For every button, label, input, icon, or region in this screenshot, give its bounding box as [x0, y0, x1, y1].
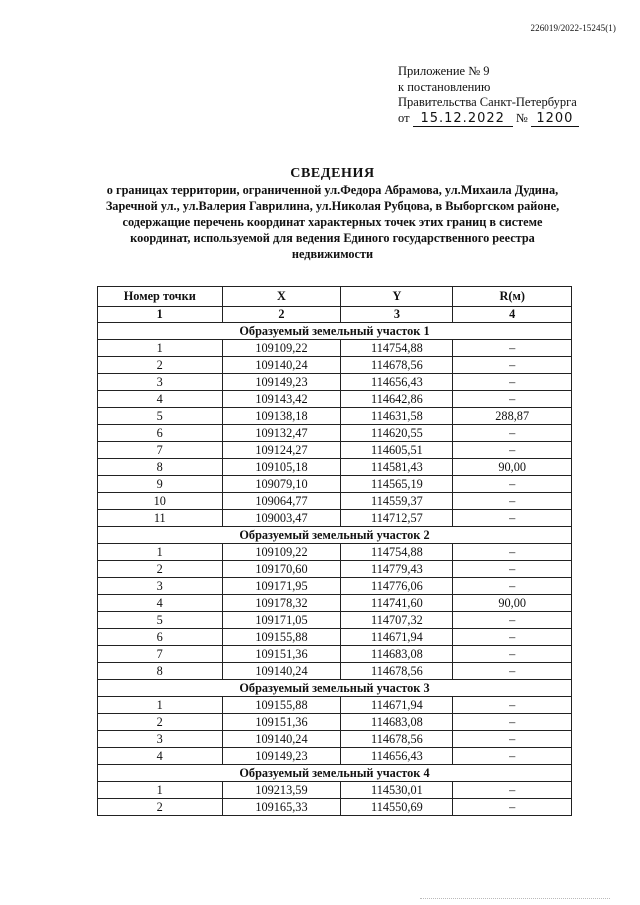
x-cell: 109140,24: [222, 731, 341, 748]
radius-cell: –: [453, 493, 572, 510]
x-cell: 109143,42: [222, 391, 341, 408]
y-cell: 114707,32: [341, 612, 453, 629]
x-cell: 109155,88: [222, 697, 341, 714]
point-number-cell: 4: [98, 748, 223, 765]
y-cell: 114678,56: [341, 357, 453, 374]
x-cell: 109165,33: [222, 799, 341, 816]
radius-cell: –: [453, 425, 572, 442]
scan-footer-mark: [420, 898, 610, 903]
radius-cell: –: [453, 374, 572, 391]
x-cell: 109151,36: [222, 714, 341, 731]
y-cell: 114656,43: [341, 374, 453, 391]
x-cell: 109109,22: [222, 340, 341, 357]
radius-cell: –: [453, 510, 572, 527]
x-cell: 109003,47: [222, 510, 341, 527]
radius-cell: –: [453, 629, 572, 646]
x-cell: 109149,23: [222, 748, 341, 765]
y-cell: 114683,08: [341, 714, 453, 731]
table-row: [98, 374, 572, 391]
section-row: [98, 680, 572, 697]
radius-cell: –: [453, 697, 572, 714]
x-cell: 109170,60: [222, 561, 341, 578]
point-number-cell: 1: [98, 782, 223, 799]
y-cell: 114683,08: [341, 646, 453, 663]
table-row: [98, 561, 572, 578]
radius-cell: –: [453, 340, 572, 357]
annex-block: [398, 64, 579, 127]
table-row: [98, 391, 572, 408]
y-cell: 114678,56: [341, 663, 453, 680]
point-number-cell: 3: [98, 731, 223, 748]
column-number: 1: [98, 307, 223, 323]
radius-cell: –: [453, 544, 572, 561]
y-cell: 114656,43: [341, 748, 453, 765]
table-row: [98, 510, 572, 527]
table-row: [98, 442, 572, 459]
column-number: 3: [341, 307, 453, 323]
table-row: [98, 629, 572, 646]
x-cell: 109140,24: [222, 357, 341, 374]
header-y: Y: [341, 287, 453, 307]
number-label: №: [515, 110, 528, 125]
radius-cell: –: [453, 663, 572, 680]
point-number-cell: 8: [98, 459, 223, 476]
table-row: [98, 578, 572, 595]
resolution-date: 15.12.2022: [413, 112, 513, 127]
y-cell: 114754,88: [341, 544, 453, 561]
table-row: [98, 408, 572, 425]
y-cell: 114671,94: [341, 629, 453, 646]
point-number-cell: 8: [98, 663, 223, 680]
radius-cell: –: [453, 391, 572, 408]
radius-cell: –: [453, 731, 572, 748]
y-cell: 114678,56: [341, 731, 453, 748]
radius-cell: –: [453, 578, 572, 595]
y-cell: 114620,55: [341, 425, 453, 442]
from-label: от: [398, 110, 410, 125]
y-cell: 114754,88: [341, 340, 453, 357]
x-cell: 109155,88: [222, 629, 341, 646]
table-row: [98, 493, 572, 510]
section-row: [98, 527, 572, 544]
point-number-cell: 9: [98, 476, 223, 493]
point-number-cell: 7: [98, 442, 223, 459]
table-row: [98, 476, 572, 493]
point-number-cell: 5: [98, 408, 223, 425]
radius-cell: 90,00: [453, 459, 572, 476]
x-cell: 109138,18: [222, 408, 341, 425]
radius-cell: –: [453, 442, 572, 459]
point-number-cell: 10: [98, 493, 223, 510]
title-heading: СВЕДЕНИЯ: [290, 166, 375, 181]
title-line-4: координат, используемой для ведения Единого государственного реестра: [130, 231, 535, 245]
section-title: Образуемый земельный участок 1: [98, 323, 572, 340]
x-cell: 109132,47: [222, 425, 341, 442]
document-id: 226019/2022-15245(1): [530, 23, 616, 33]
radius-cell: –: [453, 782, 572, 799]
point-number-cell: 1: [98, 340, 223, 357]
table-row: [98, 544, 572, 561]
point-number-cell: 2: [98, 357, 223, 374]
annex-line-2: к постановлению: [398, 79, 491, 94]
y-cell: 114530,01: [341, 782, 453, 799]
point-number-cell: 1: [98, 544, 223, 561]
table-row: [98, 714, 572, 731]
table-row: [98, 340, 572, 357]
annex-line-3: Правительства Санкт-Петербурга: [398, 95, 577, 109]
point-number-cell: 2: [98, 799, 223, 816]
section-title: Образуемый земельный участок 3: [98, 680, 572, 697]
x-cell: 109064,77: [222, 493, 341, 510]
table-row: [98, 612, 572, 629]
title-line-5: недвижимости: [291, 247, 374, 261]
point-number-cell: 11: [98, 510, 223, 527]
y-cell: 114776,06: [341, 578, 453, 595]
radius-cell: –: [453, 476, 572, 493]
section-title: Образуемый земельный участок 2: [98, 527, 572, 544]
table-row: [98, 357, 572, 374]
table-row: [98, 748, 572, 765]
point-number-cell: 2: [98, 714, 223, 731]
column-number: 4: [453, 307, 572, 323]
x-cell: 109079,10: [222, 476, 341, 493]
table-row: [98, 595, 572, 612]
table-row: [98, 799, 572, 816]
point-number-cell: 7: [98, 646, 223, 663]
point-number-cell: 6: [98, 425, 223, 442]
radius-cell: 288,87: [453, 408, 572, 425]
x-cell: 109171,95: [222, 578, 341, 595]
point-number-cell: 4: [98, 391, 223, 408]
annex-date-line: [398, 111, 579, 127]
y-cell: 114712,57: [341, 510, 453, 527]
x-cell: 109140,24: [222, 663, 341, 680]
section-title: Образуемый земельный участок 4: [98, 765, 572, 782]
radius-cell: –: [453, 748, 572, 765]
header-radius: R(м): [453, 287, 572, 307]
document-title: [60, 166, 605, 262]
table-header-row: [98, 287, 572, 307]
section-row: [98, 323, 572, 340]
table-row: [98, 663, 572, 680]
point-number-cell: 1: [98, 697, 223, 714]
table-row: [98, 731, 572, 748]
section-row: [98, 765, 572, 782]
header-point-number: Номер точки: [98, 287, 223, 307]
radius-cell: 90,00: [453, 595, 572, 612]
y-cell: 114741,60: [341, 595, 453, 612]
coordinates-table: [97, 286, 572, 816]
table-row: [98, 646, 572, 663]
point-number-cell: 4: [98, 595, 223, 612]
column-number: 2: [222, 307, 341, 323]
x-cell: 109171,05: [222, 612, 341, 629]
radius-cell: –: [453, 612, 572, 629]
point-number-cell: 3: [98, 578, 223, 595]
y-cell: 114565,19: [341, 476, 453, 493]
column-number-row: [98, 307, 572, 323]
x-cell: 109151,36: [222, 646, 341, 663]
radius-cell: –: [453, 561, 572, 578]
x-cell: 109178,32: [222, 595, 341, 612]
table-body: [98, 307, 572, 816]
table-row: [98, 459, 572, 476]
y-cell: 114671,94: [341, 697, 453, 714]
y-cell: 114631,58: [341, 408, 453, 425]
x-cell: 109213,59: [222, 782, 341, 799]
point-number-cell: 6: [98, 629, 223, 646]
y-cell: 114559,37: [341, 493, 453, 510]
table-row: [98, 782, 572, 799]
resolution-number: 1200: [531, 112, 579, 127]
radius-cell: –: [453, 646, 572, 663]
point-number-cell: 2: [98, 561, 223, 578]
point-number-cell: 3: [98, 374, 223, 391]
x-cell: 109124,27: [222, 442, 341, 459]
point-number-cell: 5: [98, 612, 223, 629]
x-cell: 109105,18: [222, 459, 341, 476]
y-cell: 114642,86: [341, 391, 453, 408]
radius-cell: –: [453, 714, 572, 731]
table-row: [98, 697, 572, 714]
title-line-2: Заречной ул., ул.Валерия Гаврилина, ул.Николая Рубцова, в Выборгском районе,: [105, 199, 560, 213]
annex-line-1: Приложение № 9: [398, 64, 490, 78]
y-cell: 114581,43: [341, 459, 453, 476]
x-cell: 109109,22: [222, 544, 341, 561]
radius-cell: –: [453, 799, 572, 816]
y-cell: 114550,69: [341, 799, 453, 816]
title-line-1: о границах территории, ограниченной ул.Федора Абрамова, ул.Михаила Дудина,: [106, 183, 559, 197]
y-cell: 114779,43: [341, 561, 453, 578]
title-line-3: содержащие перечень координат характерных точек этих границ в системе: [122, 215, 543, 229]
y-cell: 114605,51: [341, 442, 453, 459]
x-cell: 109149,23: [222, 374, 341, 391]
radius-cell: –: [453, 357, 572, 374]
header-x: X: [222, 287, 341, 307]
table-row: [98, 425, 572, 442]
